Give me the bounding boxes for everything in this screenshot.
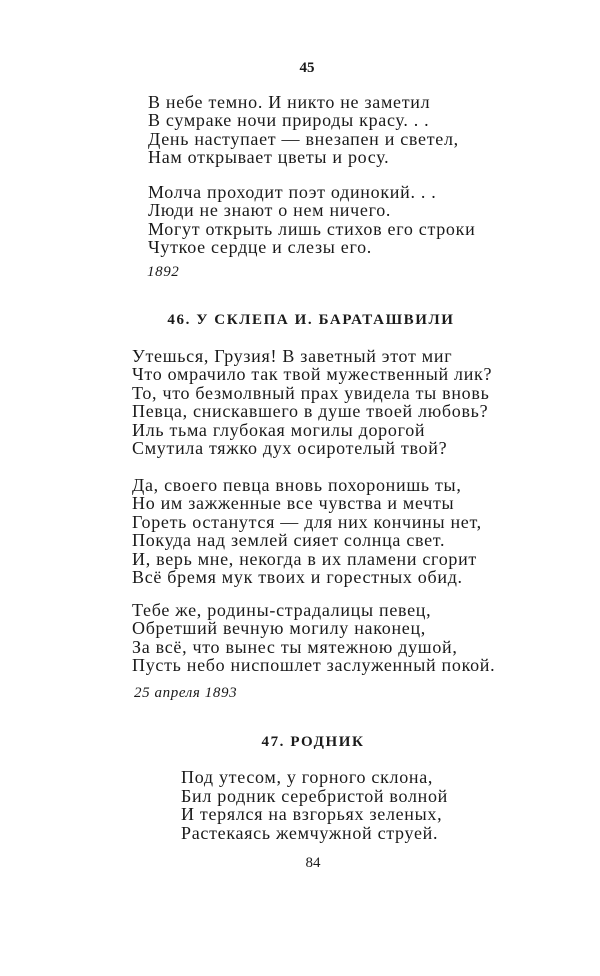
verse-line: Могут открыть лишь стихов его строки	[148, 218, 476, 239]
poem-46-date: 25 апреля 1893	[134, 685, 238, 701]
verse-line: Пусть небо ниспошлет заслуженный покой.	[132, 655, 496, 676]
poem-45-number: 45	[299, 60, 315, 76]
verse-line: Молча проходит поэт одинокий. . .	[148, 182, 437, 202]
verse-line: Иль тьма глубокая могилы дорогой	[132, 419, 426, 440]
verse-line: Обретший вечную могилу наконец,	[132, 618, 427, 639]
verse-line: Что омрачило так твой мужественный лик?	[132, 364, 493, 385]
verse-line: День наступает — внезапен и светел,	[148, 128, 459, 149]
verse-line: Всё бремя мук твоих и горестных обид.	[132, 567, 463, 587]
verse-line: В сумраке ночи природы красу. . .	[148, 110, 430, 131]
verse-line: Да, своего певца вновь похоронишь ты,	[132, 475, 462, 495]
verse-line: Под утесом, у горного склона,	[181, 767, 434, 787]
verse-line: Покуда над землей сияет солнца свет.	[132, 530, 446, 551]
verse-line: И терялся на взгорьях зеленых,	[181, 804, 443, 825]
verse-line: Утешься, Грузия! В заветный этот миг	[132, 346, 453, 366]
verse-line: Гореть останутся — для них кончины нет,	[132, 511, 482, 532]
poem-45-date: 1892	[147, 264, 180, 280]
verse-line: Люди не знают о нем ничего.	[148, 200, 392, 221]
verse-line: Чуткое сердце и слезы его.	[148, 237, 372, 258]
verse-line: Но им зажженные все чувства и мечты	[132, 493, 455, 514]
verse-line: Бил родник серебристой волной	[181, 785, 449, 806]
verse-line: Нам открывает цветы и росу.	[148, 147, 390, 168]
verse-line: Тебе же, родины-страдалицы певец,	[132, 600, 432, 620]
page-number: 84	[305, 855, 321, 871]
verse-line: Певца, снискавшего в душе твоей любовь?	[132, 401, 489, 422]
verse-line: Растекаясь жемчужной струей.	[181, 822, 439, 843]
verse-line: В небе темно. И никто не заметил	[148, 92, 431, 112]
poem-47-title: 47. РОДНИК	[261, 734, 365, 750]
verse-line: То, что безмолвный прах увидела ты вновь	[132, 382, 490, 403]
verse-line: И, верь мне, некогда в их пламени сгорит	[132, 548, 477, 569]
verse-line: Смутила тяжко дух осиротелый твой?	[132, 438, 448, 458]
poem-46-title: 46. У СКЛЕПА И. БАРАТАШВИЛИ	[167, 312, 455, 328]
verse-line: За всё, что вынес ты мятежною душой,	[132, 636, 458, 657]
